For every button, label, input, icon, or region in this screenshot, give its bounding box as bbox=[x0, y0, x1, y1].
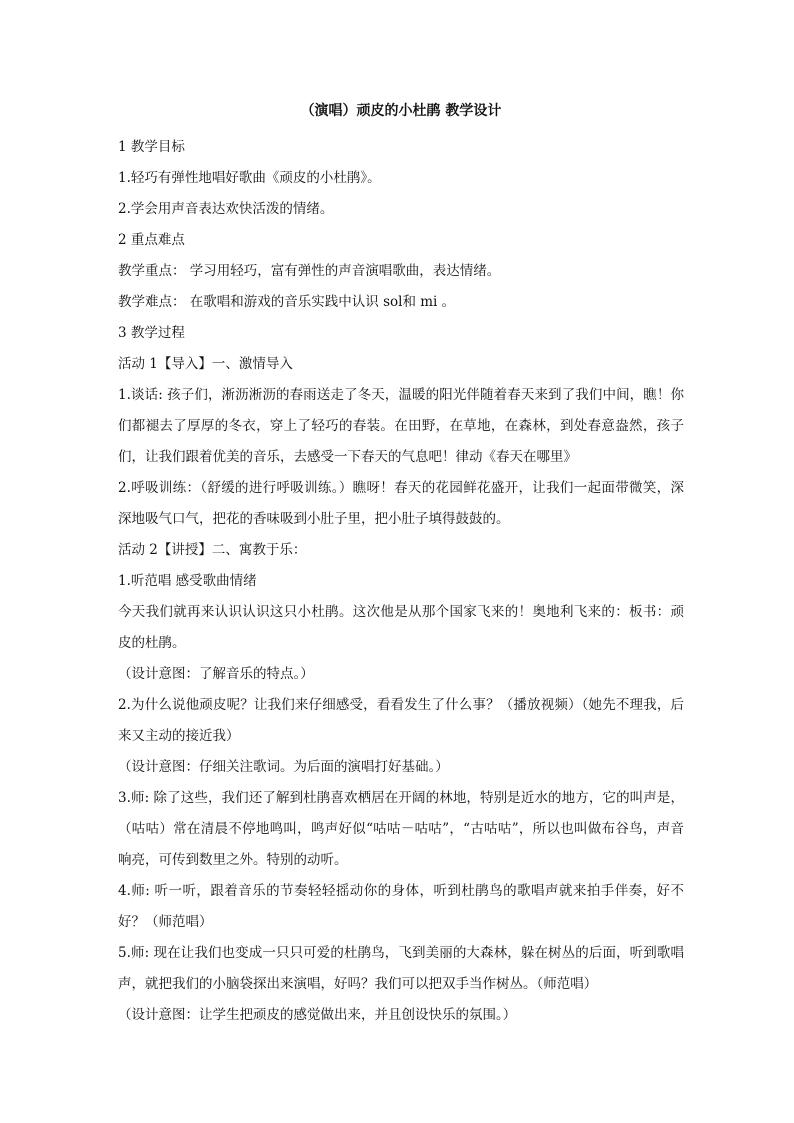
key-point-text: 教学重点： 学习用轻巧，富有弹性的声音演唱歌曲，表达情绪。 bbox=[118, 263, 501, 279]
step-5-paragraph: 5.师: 现在让我们也变成一只只可爱的杜鹃鸟，飞到美丽的大森林，躲在树丛的后面，听到歌唱声，就把我们的小脑袋探出来演唱，好吗？我们可以把双手当作树丛。（师范唱） bbox=[118, 945, 684, 992]
section-heading-key-points: 2 重点难点 bbox=[118, 232, 185, 248]
design-intent-1: （设计意图：了解音乐的特点。） bbox=[118, 666, 314, 682]
section-heading-objectives: 1 教学目标 bbox=[118, 139, 185, 155]
design-intent-3: （设计意图：让学生把顽皮的感觉做出来，并且创设快乐的氛围。） bbox=[118, 1007, 517, 1023]
activity-1-heading: 活动 1【导入】一、激情导入 bbox=[118, 356, 293, 372]
step-3-paragraph: 3.师: 除了这些，我们还了解到杜鹃喜欢栖居在开阔的林地，特别是近水的地方，它的叫声是，（咕咕）常在清晨不停地鸣叫，鸣声好似“咕咕－咕咕”，“古咕咕”，所以也叫做布谷鸟，声音响亮，可传到数里之外。特别的动听。 bbox=[118, 790, 684, 868]
difficult-point-text: 教学难点： 在歌唱和游戏的音乐实践中认识 sol和 mi 。 bbox=[118, 294, 456, 310]
design-intent-2: （设计意图：仔细关注歌词。为后面的演唱打好基础。） bbox=[118, 759, 449, 775]
document-title: （演唱）顽皮的小杜鹃 教学设计 bbox=[300, 103, 502, 119]
section-heading-process: 3 教学过程 bbox=[118, 325, 185, 341]
step-1-paragraph: 今天我们就再来认识认识这只小杜鹃。这次他是从那个国家飞来的！奥地利飞来的：板书：顽皮的杜鹃。 bbox=[118, 604, 684, 651]
document-body bbox=[118, 100, 684, 1031]
objective-item-2: 2.学会用声音表达欢快活泼的情绪。 bbox=[118, 201, 334, 217]
step-2-paragraph: 2.为什么说他顽皮呢？让我们来仔细感受，看看发生了什么事？（播放视频）（她先不理我，后来又主动的接近我） bbox=[118, 697, 684, 744]
objective-item-1: 1.轻巧有弹性地唱好歌曲《顽皮的小杜鹃》。 bbox=[118, 170, 381, 186]
activity-2-heading: 活动 2【讲授】二、寓教于乐： bbox=[118, 542, 307, 558]
step-1-heading: 1.听范唱 感受歌曲情绪 bbox=[118, 573, 257, 589]
activity-1-talk-paragraph: 1.谈话: 孩子们，淅沥淅沥的春雨送走了冬天，温暖的阳光伴随着春天来到了我们中间，瞧！你们都褪去了厚厚的冬衣，穿上了轻巧的春装。在田野，在草地，在森林，到处春意盎然，孩子们，让我们跟着优美的音乐，去感受一下春天的气息吧！律动《春天在哪里》 bbox=[118, 387, 684, 465]
activity-1-breathing-paragraph: 2.呼吸训练：（舒缓的进行呼吸训练。）瞧呀！春天的花园鲜花盛开，让我们一起面带微笑，深深地吸气口气，把花的香味吸到小肚子里，把小肚子填得鼓鼓的。 bbox=[118, 480, 684, 527]
step-4-paragraph: 4.师: 听一听，跟着音乐的节奏轻轻摇动你的身体，听到杜鹃鸟的歌唱声就来拍手伴奏，好不好？（师范唱） bbox=[118, 883, 684, 930]
